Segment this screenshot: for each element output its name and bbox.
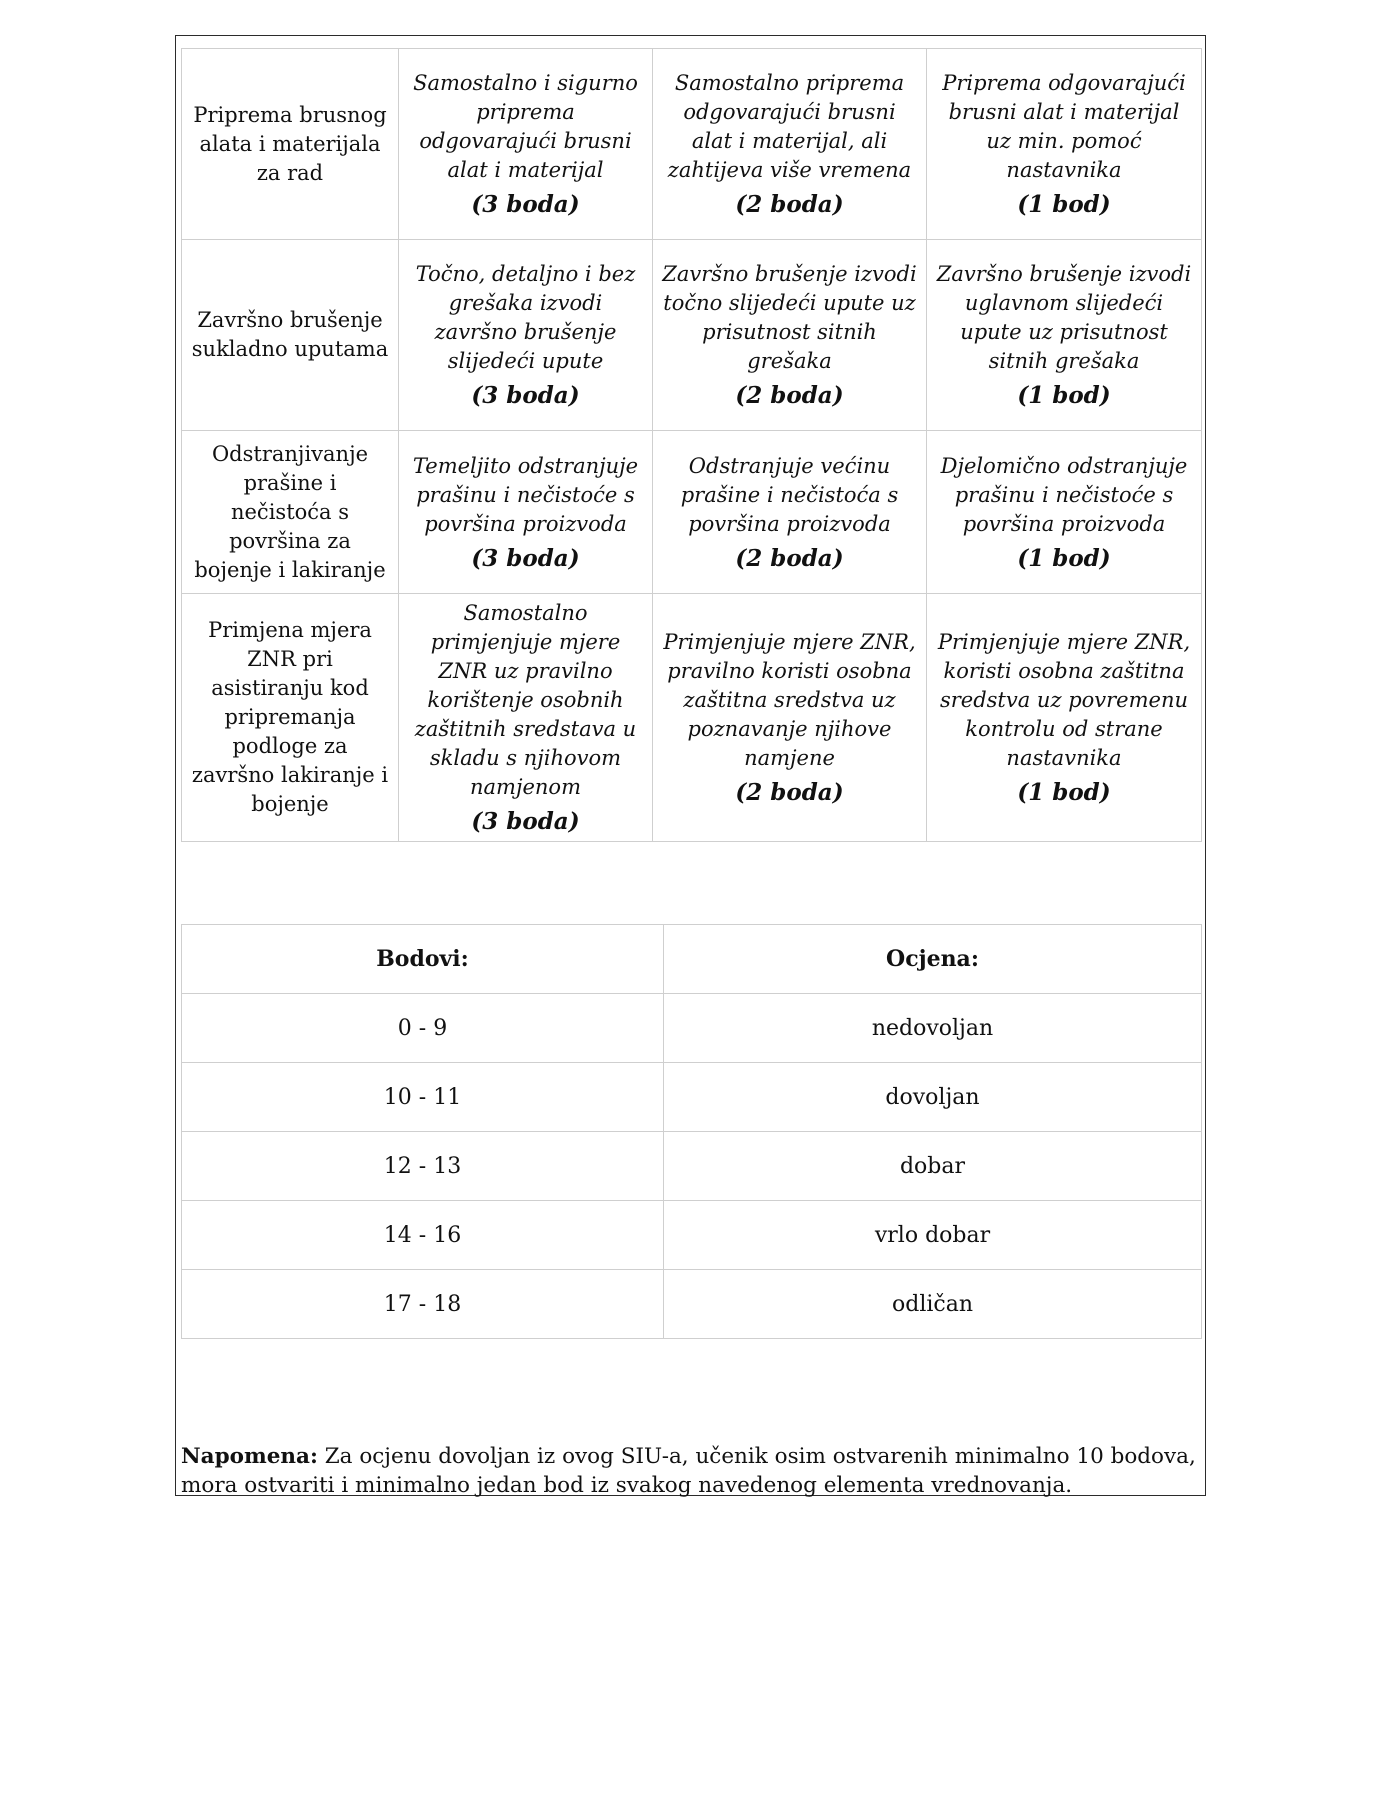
- note-label: Napomena:: [181, 1443, 318, 1469]
- level-text: Samostalno primjenjuje mjere ZNR uz pravilno korištenje osobnih zaštitnih sredstava u skladu s njihovom namjenom: [414, 601, 637, 799]
- criterion-cell: Odstranjivanje prašine i nečistoća s površina za bojenje i lakiranje: [182, 431, 399, 594]
- level-points: (1 bod): [1017, 382, 1111, 409]
- level-points: (1 bod): [1017, 544, 1111, 572]
- level-text: Samostalno i sigurno priprema odgovarajući brusni alat i materijal: [413, 71, 638, 182]
- criterion-cell: Priprema brusnog alata i materijala za rad: [182, 49, 399, 240]
- rubric-table: [181, 48, 1202, 842]
- points-range: 12 - 13: [182, 1132, 664, 1201]
- level-text: Primjenjuje mjere ZNR, pravilno koristi osobna zaštitna sredstva uz poznavanje njihove namjene: [663, 630, 916, 770]
- level-points: (2 boda): [735, 191, 844, 218]
- level-cell: [399, 240, 653, 431]
- criterion-cell: Primjena mjera ZNR pri asistiranju kod pripremanja podloge za završno lakiranje i bojenje: [182, 594, 399, 842]
- level-points: (3 boda): [471, 191, 580, 218]
- grading-row: [182, 1201, 1202, 1270]
- level-cell: [927, 431, 1202, 594]
- grading-row: [182, 1270, 1202, 1339]
- level-text: Temeljito odstranjuje prašinu i nečistoće s površina proizvoda: [412, 453, 639, 536]
- rubric-row: [182, 49, 1202, 240]
- level-text: Djelomično odstranjuje prašinu i nečistoće s površina proizvoda: [940, 453, 1188, 536]
- grade-value: odličan: [664, 1270, 1202, 1339]
- points-range: 10 - 11: [182, 1063, 664, 1132]
- grading-table: [181, 924, 1202, 1339]
- rubric-row: [182, 594, 1202, 842]
- level-cell: [653, 240, 927, 431]
- level-points: (1 bod): [1017, 191, 1111, 218]
- note-paragraph: [181, 1442, 1196, 1500]
- level-cell: [653, 49, 927, 240]
- level-cell: [927, 594, 1202, 842]
- level-points: (3 boda): [471, 544, 580, 572]
- level-points: (2 boda): [735, 779, 844, 806]
- level-cell: [927, 49, 1202, 240]
- level-text: Završno brušenje izvodi uglavnom slijedeći upute uz prisutnost sitnih grešaka: [936, 262, 1192, 373]
- rubric-row: [182, 431, 1202, 594]
- points-header: Bodovi:: [182, 925, 664, 994]
- grading-header-row: [182, 925, 1202, 994]
- criterion-cell: Završno brušenje sukladno uputama: [182, 240, 399, 431]
- note-text: Za ocjenu dovoljan iz ovog SIU-a, učenik osim ostvarenih minimalno 10 bodova, mora ostvariti i minimalno jedan bod iz svakog navedenog elementa vrednovanja.: [181, 1443, 1196, 1498]
- grading-row: [182, 1132, 1202, 1201]
- level-text: Samostalno priprema odgovarajući brusni alat i materijal, ali zahtijeva više vremena: [667, 71, 912, 182]
- level-points: (2 boda): [735, 544, 844, 572]
- level-text: Odstranjuje većinu prašine i nečistoća s površina proizvoda: [680, 453, 899, 536]
- level-cell: [653, 594, 927, 842]
- level-cell: [653, 431, 927, 594]
- grading-row: [182, 994, 1202, 1063]
- level-points: (1 bod): [1017, 779, 1111, 806]
- points-range: 0 - 9: [182, 994, 664, 1063]
- level-cell: [399, 431, 653, 594]
- level-cell: [399, 594, 653, 842]
- rubric-row: [182, 240, 1202, 431]
- level-text: Završno brušenje izvodi točno slijedeći upute uz prisutnost sitnih grešaka: [662, 262, 917, 373]
- grade-value: dovoljan: [664, 1063, 1202, 1132]
- level-points: (2 boda): [735, 382, 844, 409]
- level-points: (3 boda): [471, 382, 580, 409]
- grading-row: [182, 1063, 1202, 1132]
- level-cell: [399, 49, 653, 240]
- grade-value: dobar: [664, 1132, 1202, 1201]
- level-text: Priprema odgovarajući brusni alat i materijal uz min. pomoć nastavnika: [942, 71, 1186, 182]
- grade-value: vrlo dobar: [664, 1201, 1202, 1270]
- grade-header: Ocjena:: [664, 925, 1202, 994]
- level-points: (3 boda): [471, 808, 580, 835]
- level-text: Primjenjuje mjere ZNR, koristi osobna zaštitna sredstva uz povremenu kontrolu od strane nastavnika: [937, 630, 1191, 770]
- level-text: Točno, detaljno i bez grešaka izvodi završno brušenje slijedeći upute: [415, 262, 636, 373]
- points-range: 14 - 16: [182, 1201, 664, 1270]
- grade-value: nedovoljan: [664, 994, 1202, 1063]
- points-range: 17 - 18: [182, 1270, 664, 1339]
- level-cell: [927, 240, 1202, 431]
